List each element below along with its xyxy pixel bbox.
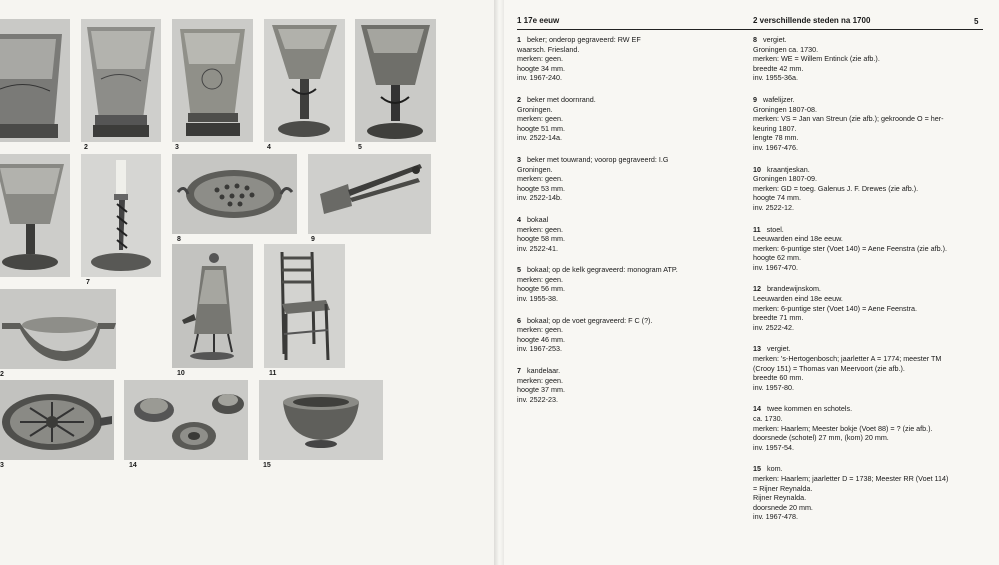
photo-5-bokaal xyxy=(355,19,436,142)
entry-number: 6 xyxy=(517,315,521,325)
entry-title-line xyxy=(753,225,981,235)
entry-number: 8 xyxy=(753,35,757,44)
catalogue-entry xyxy=(753,165,981,213)
entry-text: kraantjeskan. xyxy=(767,164,810,174)
catalogue-entry xyxy=(517,316,742,354)
entry-text: beker met touwrand; voorop gegraveerd: I.G xyxy=(527,154,669,164)
entry-text: brandewijnskom. xyxy=(767,284,821,294)
entry-line: breedte 42 mm. xyxy=(753,63,804,73)
entry-line: inv. 1967-240. xyxy=(517,73,563,83)
entry-text: bokaal xyxy=(527,214,549,224)
entry-number: 15 xyxy=(753,464,761,474)
entry-line: merken: 6-puntige ster (Voet 140) = Aene Feenstra. xyxy=(753,303,918,313)
entry-title-line xyxy=(753,284,981,294)
catalogue-entry xyxy=(753,225,981,273)
photo-10-kraantjeskan xyxy=(172,244,253,368)
entry-line: inv. 1967-476. xyxy=(753,142,799,152)
photo-8-vergiet xyxy=(172,154,297,234)
entry-line: merken: geen. xyxy=(517,224,563,234)
caption-2: 2 xyxy=(84,144,88,151)
caption-14: 14 xyxy=(129,462,137,469)
page-number: 5 xyxy=(974,17,979,26)
entry-number: 3 xyxy=(517,154,521,164)
entry-number: 10 xyxy=(753,164,761,174)
catalogue-entry xyxy=(517,265,742,303)
entry-title-line xyxy=(517,366,742,376)
entry-line: doorsnede (schotel) 27 mm, (kom) 20 mm. xyxy=(753,433,889,443)
entry-line: merken: geen. xyxy=(517,325,563,335)
catalogue-column-2 xyxy=(753,35,981,534)
entry-title-line xyxy=(517,35,742,45)
entry-line: ca. 1730. xyxy=(753,414,783,423)
photo-11-stoel xyxy=(264,244,345,368)
entry-line: inv. 1955-36a. xyxy=(753,73,799,83)
photo-1-beker xyxy=(0,19,70,142)
entry-text: bokaal; op de kelk gegraveerd: monogram ATP. xyxy=(527,265,678,275)
catalogue-entry xyxy=(753,344,981,392)
catalogue-entry xyxy=(517,366,742,404)
photo-14-kommen-schotels xyxy=(124,380,248,460)
entry-line: doorsnede 20 mm. xyxy=(753,502,813,512)
entry-text: beker met doornrand. xyxy=(527,94,596,104)
entry-text: kom. xyxy=(767,464,783,474)
entry-line: hoogte 74 mm. xyxy=(753,193,801,203)
entry-line: merken: VS = Jan van Streun (zie afb.); gekroonde O = her- xyxy=(753,114,944,124)
entry-text: vergiet. xyxy=(763,35,787,44)
entry-line: merken: geen. xyxy=(517,375,563,385)
entry-line: merken: geen. xyxy=(517,54,563,64)
entry-line: inv. 1955-38. xyxy=(517,294,559,304)
catalogue-entry xyxy=(753,35,981,83)
entry-title-line xyxy=(517,95,742,105)
entry-line: merken: Haarlem; jaarletter D = 1738; Meester RR (Voet 114) xyxy=(753,473,949,483)
entry-line: inv. 2522-14b. xyxy=(517,193,563,203)
caption-12: 2 xyxy=(0,371,4,378)
entry-title-line xyxy=(517,316,742,326)
catalogue-column-1 xyxy=(517,35,742,416)
book-gutter xyxy=(494,0,504,565)
catalogue-entry xyxy=(517,95,742,143)
entry-line: inv. 2522-23. xyxy=(517,394,559,404)
caption-15: 15 xyxy=(263,462,271,469)
header-rule xyxy=(517,29,983,30)
entry-line: Groningen. xyxy=(517,104,553,114)
entry-text: vergiet. xyxy=(767,344,791,354)
entry-text: bokaal; op de voet gegraveerd: F C (?). xyxy=(527,315,653,325)
photo-7-kandelaar xyxy=(81,154,161,277)
entry-number: 5 xyxy=(517,265,521,275)
entry-line: inv. 2522-12. xyxy=(753,202,795,212)
entry-line: merken: GD = toeg. Galenus J. F. Drewes (zie afb.). xyxy=(753,183,919,193)
catalogue-entry xyxy=(517,155,742,203)
entry-text: beker; onderop gegraveerd: RW EF xyxy=(527,35,641,44)
entry-title-line xyxy=(753,464,981,474)
catalogue-entry xyxy=(753,95,981,153)
entry-number: 2 xyxy=(517,94,521,104)
entry-line: Groningen 1807-08. xyxy=(753,104,817,114)
entry-line: merken: WE = Willem Entinck (zie afb.). xyxy=(753,54,880,64)
entry-line: Groningen 1807-09. xyxy=(753,174,817,184)
entry-line: hoogte 37 mm. xyxy=(517,385,565,395)
caption-13: 3 xyxy=(0,462,4,469)
caption-10: 10 xyxy=(177,370,185,377)
entry-line: inv. 1967-470. xyxy=(753,262,799,272)
entry-number: 4 xyxy=(517,214,521,224)
entry-number: 12 xyxy=(753,284,761,294)
entry-number: 11 xyxy=(753,224,761,234)
caption-8: 8 xyxy=(177,236,181,243)
caption-7: 7 xyxy=(86,279,90,286)
entry-line: keuring 1807. xyxy=(753,123,797,133)
entry-number: 7 xyxy=(517,366,521,376)
entry-title-line xyxy=(517,265,742,275)
entry-title-line xyxy=(517,215,742,225)
entry-line: hoogte 51 mm. xyxy=(517,123,565,133)
entry-line: hoogte 56 mm. xyxy=(517,284,565,294)
caption-5: 5 xyxy=(358,144,362,151)
entry-line: (Crooy 151) = Thomas van Meervoort (zie afb.). xyxy=(753,363,905,373)
entry-line: inv. 2522-41. xyxy=(517,243,559,253)
entry-line: = Rijner Reynalda. xyxy=(753,483,813,493)
entry-line: inv. 2522-14a. xyxy=(517,133,563,143)
entry-line: Leeuwarden eind 18e eeuw. xyxy=(753,294,843,304)
entry-line: inv. 1957-80. xyxy=(753,382,795,392)
entry-title-line xyxy=(753,35,981,45)
entry-line: hoogte 34 mm. xyxy=(517,63,565,73)
entry-line: merken: geen. xyxy=(517,174,563,184)
section-header-17e-eeuw: 1 17e eeuw xyxy=(517,16,560,25)
entry-line: hoogte 58 mm. xyxy=(517,234,565,244)
entry-number: 13 xyxy=(753,344,761,354)
entry-line: waarsch. Friesland. xyxy=(517,44,580,54)
photo-13-vergiet xyxy=(0,380,114,460)
entry-title-line xyxy=(753,165,981,175)
entry-number: 9 xyxy=(753,94,757,104)
entry-line: inv. 2522-42. xyxy=(753,322,795,332)
entry-line: Rijner Reynalda. xyxy=(753,493,807,503)
catalogue-entry xyxy=(517,215,742,253)
entry-title-line xyxy=(753,404,981,414)
photo-2-beker-doornrand xyxy=(81,19,161,142)
entry-number: 14 xyxy=(753,404,761,414)
entry-line: inv. 1967-478. xyxy=(753,512,799,522)
entry-line: hoogte 53 mm. xyxy=(517,183,565,193)
entry-title-line xyxy=(753,95,981,105)
entry-line: merken: Haarlem; Meester bokje (Voet 88) = ? (zie afb.). xyxy=(753,423,933,433)
entry-number: 1 xyxy=(517,35,521,44)
entry-line: hoogte 62 mm. xyxy=(753,253,801,263)
photo-3-beker-touwrand xyxy=(172,19,253,142)
catalogue-entry xyxy=(753,284,981,332)
entry-text: wafelijzer. xyxy=(763,94,795,104)
catalogue-entry xyxy=(753,464,981,522)
photo-6-bokaal xyxy=(0,154,70,277)
entry-line: merken: 's-Hertogenbosch; jaarletter A = 1774; meester TM xyxy=(753,354,942,364)
entry-text: twee kommen en schotels. xyxy=(767,404,853,414)
caption-9: 9 xyxy=(311,236,315,243)
entry-line: inv. 1957-54. xyxy=(753,442,795,452)
entry-title-line xyxy=(753,344,981,354)
entry-line: Groningen. xyxy=(517,164,553,174)
entry-title-line xyxy=(517,155,742,165)
entry-line: inv. 1967-253. xyxy=(517,344,563,354)
entry-line: merken: 6-puntige ster (Voet 140) = Aene Feenstra (zie afb.). xyxy=(753,243,947,253)
entry-line: hoogte 46 mm. xyxy=(517,334,565,344)
entry-line: merken: geen. xyxy=(517,274,563,284)
entry-text: kandelaar. xyxy=(527,366,561,376)
entry-line: lengte 78 mm. xyxy=(753,133,799,143)
section-header-na-1700: 2 verschillende steden na 1700 xyxy=(753,16,871,25)
catalogue-entry xyxy=(753,404,981,452)
photo-12-brandewijnskom xyxy=(0,289,116,369)
caption-4: 4 xyxy=(267,144,271,151)
caption-11: 11 xyxy=(269,370,277,377)
entry-line: breedte 60 mm. xyxy=(753,373,804,383)
entry-text: stoel. xyxy=(766,224,784,234)
photo-9-wafelijzer xyxy=(308,154,431,234)
entry-line: Groningen ca. 1730. xyxy=(753,44,819,54)
entry-line: merken: geen. xyxy=(517,114,563,124)
entry-line: breedte 71 mm. xyxy=(753,313,804,323)
catalogue-entry xyxy=(517,35,742,83)
photo-15-kom xyxy=(259,380,383,460)
entry-line: Leeuwarden eind 18e eeuw. xyxy=(753,234,843,244)
photo-4-bokaal xyxy=(264,19,345,142)
caption-3: 3 xyxy=(175,144,179,151)
